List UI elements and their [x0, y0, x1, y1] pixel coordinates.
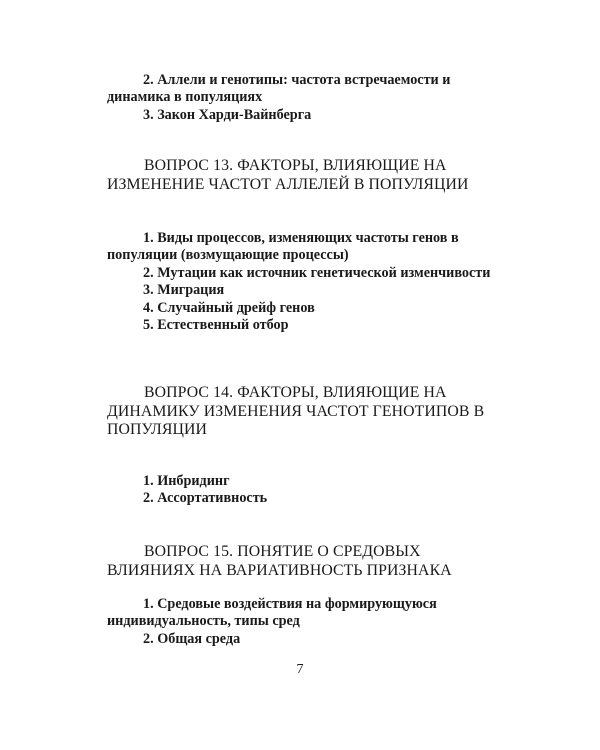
- section-heading: ВОПРОС 13. ФАКТОРЫ, ВЛИЯЮЩИЕ НА ИЗМЕНЕНИЕ ЧАСТОТ АЛЛЕЛЕЙ В ПОПУЛЯЦИИ: [107, 157, 469, 193]
- section-heading: ВОПРОС 14. ФАКТОРЫ, ВЛИЯЮЩИЕ НА ДИНАМИКУ ИЗМЕНЕНИЯ ЧАСТОТ ГЕНОТИПОВ В ПОПУЛЯЦИИ: [107, 384, 485, 439]
- page-number: 7: [296, 662, 304, 677]
- section-15: [107, 543, 492, 580]
- section-15-items: [107, 596, 492, 648]
- list-item: 1. Виды процессов, изменяющих частоты генов в популяции (возмущающие процессы): [107, 230, 459, 264]
- list-item: 5. Естественный отбор: [143, 317, 289, 334]
- section-14-items: [107, 473, 492, 508]
- list-item: 2. Аллели и генотипы: частота встречаемости и динамика в популяциях: [107, 72, 451, 106]
- list-item: 1. Инбридинг: [143, 473, 230, 489]
- section-heading: ВОПРОС 15. ПОНЯТИЕ О СРЕДОВЫХ ВЛИЯНИЯХ НА ВАРИАТИВНОСТЬ ПРИЗНАКА: [107, 543, 452, 579]
- section-13-items: [107, 230, 492, 334]
- section-13: [107, 157, 492, 194]
- section-12-tail: [107, 72, 492, 124]
- list-item: 2. Общая среда: [143, 630, 241, 647]
- list-item: 1. Средовые воздействия на формирующуюся индивидуальность, типы сред: [107, 596, 437, 630]
- list-item: 4. Случайный дрейф генов: [143, 299, 315, 316]
- section-14: [107, 384, 492, 440]
- list-item: 2. Ассортативность: [143, 490, 268, 507]
- list-item: 2. Мутации как источник генетической изменчивости: [143, 264, 491, 281]
- list-item: 3. Закон Харди-Вайнберга: [143, 106, 312, 123]
- list-item: 3. Миграция: [143, 282, 225, 299]
